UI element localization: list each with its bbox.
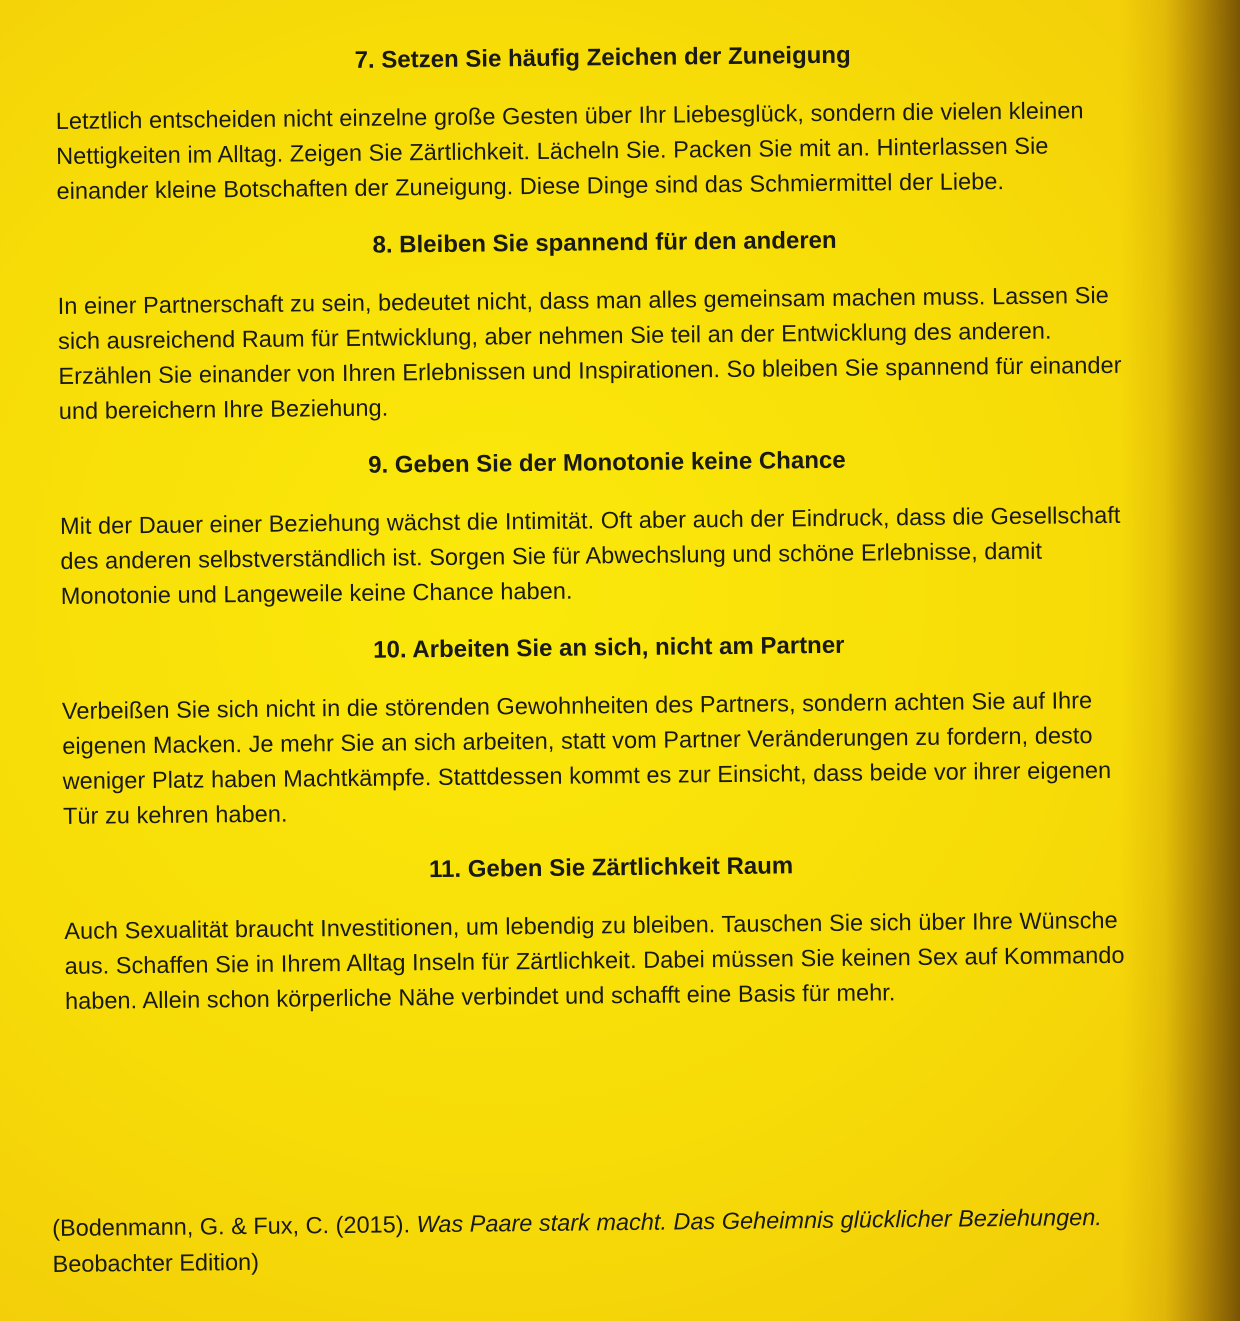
section-heading: 9. Geben Sie der Monotonie keine Chance <box>368 446 846 479</box>
section-9 <box>59 440 1136 614</box>
section-10 <box>61 625 1138 834</box>
document-body <box>55 35 1140 1041</box>
section-text: In einer Partnerschaft zu sein, bedeutet nicht, dass man alles gemeinsam machen muss. Lassen Sie sich ausreichend Raum für Entwicklung, aber nehmen Sie teil an der Entwicklung des anderen. Erzählen Sie einander von Ihren Erlebnissen und Inspirationen. So bleiben Sie spannend für einander und bereichern Ihre Beziehung. <box>57 281 1122 424</box>
section-heading: 8. Bleiben Sie spannend für den anderen <box>372 226 837 259</box>
citation-authors: (Bodenmann, G. & Fux, C. (2015). <box>52 1211 417 1241</box>
section-heading: 7. Setzen Sie häufig Zeichen der Zuneigung <box>354 41 851 74</box>
citation-title: Was Paare stark macht. Das Geheimnis glücklicher Beziehungen. <box>416 1204 1103 1238</box>
section-text: Auch Sexualität braucht Investitionen, um lebendig zu bleiben. Tauschen Sie sich über Ihre Wünsche aus. Schaffen Sie in Ihrem Alltag Inseln für Zärtlichkeit. Dabei müssen Sie keinen Sex auf Kommando haben. Allein schon körperliche Nähe verbindet und schafft eine Basis für mehr. <box>64 906 1125 1014</box>
section-text: Verbeißen Sie sich nicht in die störenden Gewohnheiten des Partners, sondern achten Sie auf Ihre eigenen Macken. Je mehr Sie an sich arbeiten, statt vom Partner Veränderungen zu fordern, desto weniger Platz haben Machtkämpfe. Stattdessen kommt es zur Einsicht, dass beide vor ihrer eigenen Tür zu kehren haben. <box>61 687 1112 829</box>
section-7 <box>55 35 1132 209</box>
citation <box>52 1199 1133 1282</box>
section-text: Letztlich entscheiden nicht einzelne große Gesten über Ihr Liebesglück, sondern die vielen kleinen Nettigkeiten im Alltag. Zeigen Sie Zärtlichkeit. Lächeln Sie. Packen Sie mit an. Hinterlassen Sie einander kleine Botschaften der Zuneigung. Diese Dinge sind das Schmiermittel der Liebe. <box>55 97 1084 204</box>
section-heading: 11. Geben Sie Zärtlichkeit Raum <box>428 852 794 884</box>
section-11 <box>63 845 1140 1019</box>
section-text: Mit der Dauer einer Beziehung wächst die Intimität. Oft aber auch der Eindruck, dass die Gesellschaft des anderen selbstverständlich ist. Sorgen Sie für Abwechslung und schöne Erlebnisse, damit Monotonie und Langeweile keine Chance haben. <box>59 501 1121 609</box>
section-heading: 10. Arbeiten Sie an sich, nicht am Partner <box>373 631 845 664</box>
citation-publisher: Beobachter Edition) <box>52 1248 260 1277</box>
section-8 <box>57 220 1134 429</box>
